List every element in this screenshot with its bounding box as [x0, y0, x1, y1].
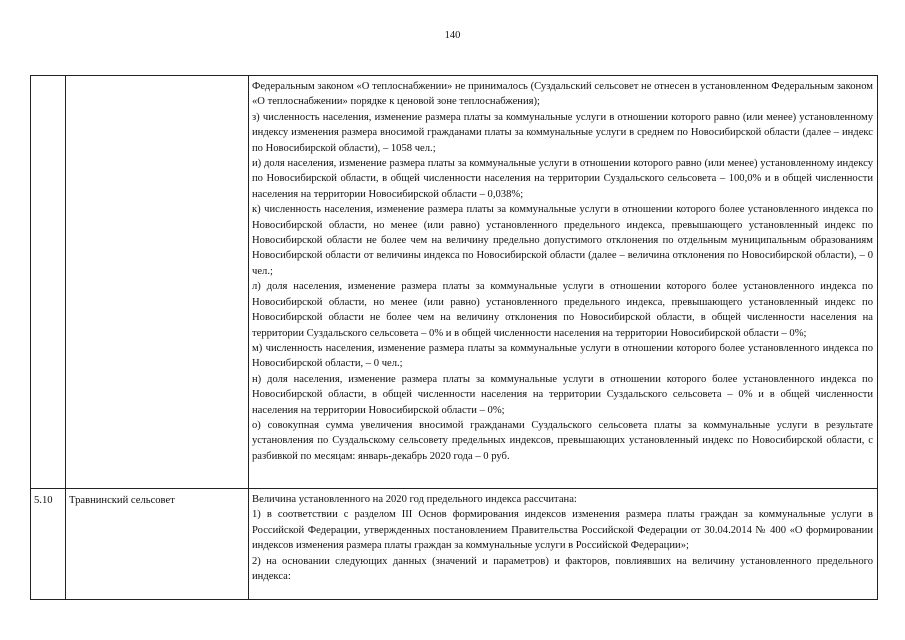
paragraph: Федеральным законом «О теплоснабжении» не принималось (Суздальский сельсовет не отнесен в установленном Федеральным законом «О теплоснабжении» порядке к ценовой зоне теплоснабжения); — [252, 81, 873, 108]
paragraph: н) доля населения, изменение размера платы за коммунальные услуги в отношении которого более установленного индекса по Новосибирской области, в общей численности населения на территории Суздальского сельсовета – 0% и в общей численности населения на территории Новосибирской области – 0%; — [252, 373, 873, 416]
municipality-name — [66, 76, 248, 80]
municipality-name: Травнинский сельсовет — [69, 495, 175, 506]
paragraph: и) доля населения, изменение размера платы за коммунальные услуги в отношении которого равно (или менее) установленному индексу по Новосибирской области, в общей численности населения на территории Суздальского сельсовета – 100,0% и в общей численности населения на территории Новосибирской области – 0,038%; — [252, 158, 873, 200]
paragraph: л) доля населения, изменение размера платы за коммунальные услуги в отношении которого более установленного индекса по Новосибирской области, но менее (или равно) установленного предельного индекса, превышающего установленный индекс по Новосибирской области не более чем на величину отклонения по Новосибирской области, в общей численности населения на территории Суздальского сельсовета – 0% и в общей численности населения на территории Новосибирской области – 0%; — [252, 281, 873, 339]
paragraph: з) численность населения, изменение размера платы за коммунальные услуги в отношении которого равно (или менее) установленному индексу изменения размера вносимой гражданами платы за коммунальные услуги в среднем по Новосибирской области (далее – индекс по Новосибирской области), – 1058 чел.; — [252, 111, 873, 154]
row-name-cell — [66, 489, 249, 600]
paragraph: 2) на основании следующих данных (значений и параметров) и факторов, повлиявших на величину установленного предельного индекса: — [252, 555, 873, 583]
row-name-cell — [66, 76, 249, 489]
row-number — [31, 76, 65, 80]
page-number: 140 — [444, 30, 461, 41]
row-number-cell — [31, 76, 66, 489]
paragraph: к) численность населения, изменение размера платы за коммунальные услуги в отношении которого более установленного индекса по Новосибирской области, но менее (или равно) установленного предельного индекса, превышающего установленный индекс по Новосибирской области не более чем на величину предельно допустимого отклонения по отдельным муниципальным образованиям Новосибирской области от величины индекса по Новосибирской области (далее – величина отклонения по Новосибирской области), – 0 чел.; — [252, 204, 873, 277]
description-text — [249, 76, 877, 468]
table-row — [31, 76, 878, 489]
row-description-cell — [249, 489, 878, 600]
paragraph: о) совокупная сумма увеличения вносимой гражданами Суздальского сельсовета платы за коммунальные услуги в результате установления по Суздальскому сельсовету предельных индексов, превышающих установленный индекс по Новосибирской области, с разбивкой по месяцам: январь-декабрь 2020 года – 0 руб. — [252, 419, 873, 462]
row-number: 5.10 — [34, 495, 53, 506]
paragraph: Величина установленного на 2020 год предельного индекса рассчитана: — [252, 494, 577, 505]
table-row — [31, 489, 878, 600]
row-description-cell — [249, 76, 878, 489]
row-number-cell — [31, 489, 66, 600]
paragraph: м) численность населения, изменение размера платы за коммунальные услуги в отношении которого более установленного индекса по Новосибирской области, – 0 чел.; — [252, 342, 873, 370]
document-table — [30, 75, 878, 600]
description-text — [249, 489, 877, 588]
paragraph: 1) в соответствии с разделом III Основ формирования индексов изменения размера платы граждан за коммунальные услуги в Российской Федерации, утвержденных постановлением Правительства Российской Федерации от 30.04.2014 № 400 «О формировании индексов изменения размера платы граждан за коммунальные услуги в Российской Федерации»; — [252, 509, 873, 552]
